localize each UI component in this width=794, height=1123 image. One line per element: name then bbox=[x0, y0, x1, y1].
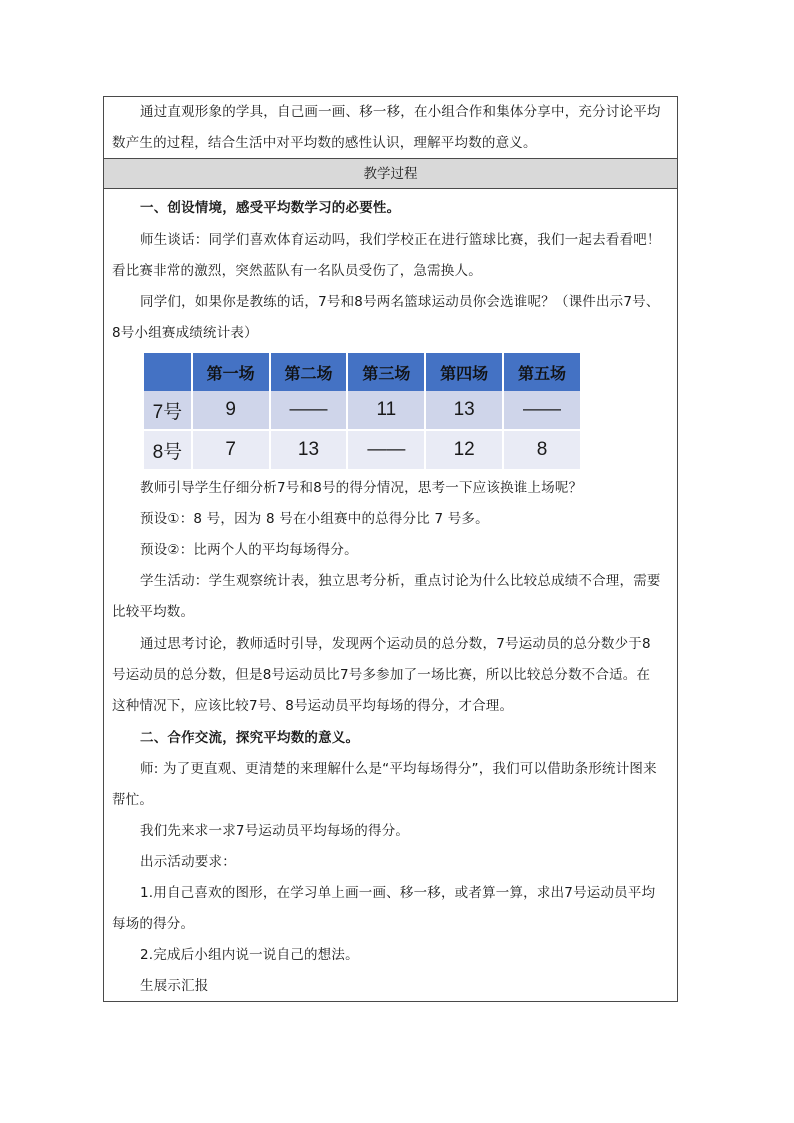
table-cell: 13 bbox=[271, 431, 347, 469]
table-cell: 11 bbox=[348, 391, 424, 431]
header-game-4: 第四场 bbox=[426, 353, 502, 391]
ask-line-1: 同学们，如果你是教练的话，7号和8号两名篮球运动员你会选谁呢？（课件出示7号、 bbox=[140, 294, 660, 310]
discuss-line-3: 这种情况下，应该比较7号、8号运动员平均每场的得分，才合理。 bbox=[112, 698, 514, 714]
requirement-1-line-2: 每场的得分。 bbox=[112, 916, 195, 932]
table-row bbox=[144, 431, 580, 469]
table-cell: —— bbox=[504, 391, 580, 431]
table-cell: —— bbox=[348, 431, 424, 469]
table-cell: 8 bbox=[504, 431, 580, 469]
discuss-line-2: 号运动员的总分数，但是8号运动员比7号多参加了一场比赛，所以比较总分数不合适。在 bbox=[112, 667, 651, 683]
table-cell: —— bbox=[271, 391, 347, 431]
table-cell: 7 bbox=[193, 431, 269, 469]
table-cell: 12 bbox=[426, 431, 502, 469]
requirement-1-line-1: 1.用自己喜欢的图形，在学习单上画一画、移一移，或者算一算，求出7号运动员平均 bbox=[140, 885, 656, 901]
part2-heading: 二、合作交流，探究平均数的意义。 bbox=[140, 730, 360, 746]
requirement-2-line: 2.完成后小组内说一说自己的想法。 bbox=[140, 947, 359, 963]
table-cell: 9 bbox=[193, 391, 269, 431]
header-game-3: 第三场 bbox=[348, 353, 424, 391]
table-row bbox=[144, 391, 580, 431]
student-report-line: 生展示汇报 bbox=[140, 978, 209, 994]
discuss-line-1: 通过思考讨论，教师适时引导，发现两个运动员的总分数，7号运动员的总分数少于8 bbox=[140, 636, 651, 652]
first-task-line: 我们先来求一求7号运动员平均每场的得分。 bbox=[140, 823, 410, 839]
header-game-1: 第一场 bbox=[193, 353, 269, 391]
lesson-plan-table bbox=[103, 96, 678, 1002]
teaching-process-banner: 教学过程 bbox=[104, 159, 677, 189]
score-table bbox=[142, 353, 582, 469]
table-cell: 13 bbox=[426, 391, 502, 431]
activity-line-2: 比较平均数。 bbox=[112, 604, 195, 620]
talk-line-1: 师生谈话：同学们喜欢体育运动吗，我们学校正在进行篮球比赛，我们一起去看看吧！ bbox=[140, 232, 661, 248]
ask-line-2: 8号小组赛成绩统计表） bbox=[112, 325, 258, 341]
player-8-label: 8号 bbox=[144, 431, 191, 469]
talk-line-2: 看比赛非常的激烈，突然蓝队有一名队员受伤了，急需换人。 bbox=[112, 263, 482, 279]
player-7-label: 7号 bbox=[144, 391, 191, 431]
preset-2: 预设②：比两个人的平均每场得分。 bbox=[140, 542, 358, 558]
header-game-5: 第五场 bbox=[504, 353, 580, 391]
header-blank bbox=[144, 353, 191, 391]
teacher-line-1: 师: 为了更直观、更清楚的来理解什么是“平均每场得分”，我们可以借助条形统计图来 bbox=[140, 761, 657, 777]
show-requirements-line: 出示活动要求： bbox=[140, 854, 236, 870]
objective-line-1: 通过直观形象的学具，自己画一画、移一移，在小组合作和集体分享中，充分讨论平均 bbox=[140, 104, 661, 120]
guide-line: 教师引导学生仔细分析7号和8号的得分情况，思考一下应该换谁上场呢？ bbox=[140, 480, 583, 496]
objective-cell bbox=[104, 97, 677, 159]
header-game-2: 第二场 bbox=[271, 353, 347, 391]
teacher-line-2: 帮忙。 bbox=[112, 792, 154, 808]
score-table-header bbox=[144, 353, 580, 391]
part1-heading: 一、创设情境，感受平均数学习的必要性。 bbox=[140, 200, 401, 216]
activity-line-1: 学生活动：学生观察统计表，独立思考分析，重点讨论为什么比较总成绩不合理，需要 bbox=[140, 573, 661, 589]
preset-1: 预设①：8 号，因为 8 号在小组赛中的总得分比 7 号多。 bbox=[140, 511, 489, 527]
objective-line-2: 数产生的过程，结合生活中对平均数的感性认识，理解平均数的意义。 bbox=[112, 135, 537, 151]
